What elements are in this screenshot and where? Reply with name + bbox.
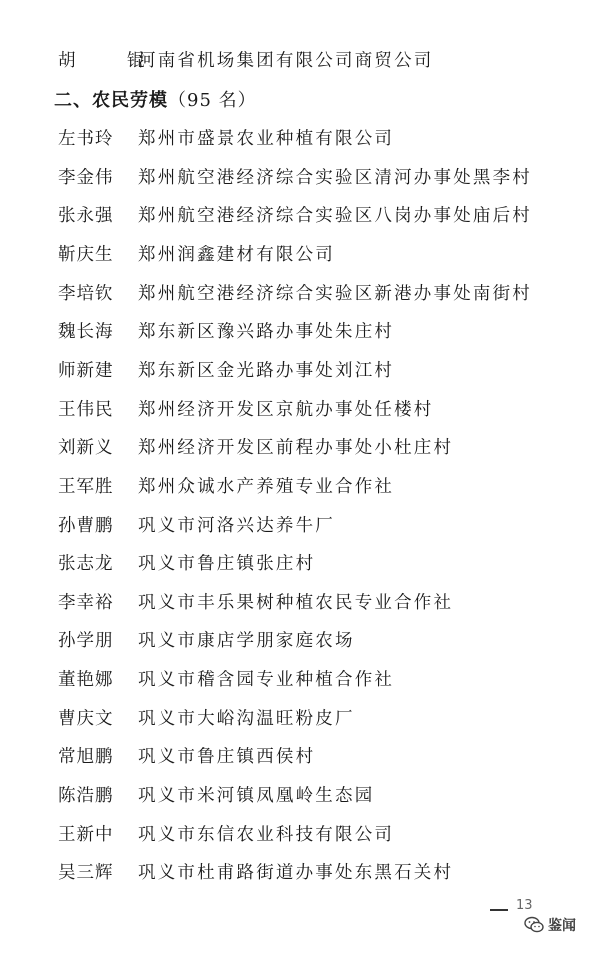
list-entry: [58, 626, 355, 656]
person-name: 张志龙: [58, 554, 114, 574]
list-entry: [58, 317, 394, 347]
organization-name: 郑州航空港经济综合实验区新港办事处南街村: [138, 284, 532, 304]
person-name: 左书玲: [58, 129, 114, 149]
organization-name: 河南省机场集团有限公司商贸公司: [138, 51, 434, 71]
list-entry: [58, 820, 394, 850]
organization-name: 巩义市丰乐果树种植农民专业合作社: [138, 593, 454, 613]
organization-name: 巩义市鲁庄镇西侯村: [138, 747, 316, 767]
organization-name: 郑东新区豫兴路办事处朱庄村: [138, 322, 395, 342]
list-entry: [58, 395, 434, 425]
person-name: 刘新义: [58, 438, 114, 458]
person-name: 胡 锟: [58, 51, 162, 71]
footer-dash: [490, 909, 508, 911]
person-name: 常旭鹏: [58, 747, 114, 767]
person-name: 王新中: [58, 825, 114, 845]
organization-name: 巩义市杜甫路街道办事处东黑石关村: [138, 863, 454, 883]
person-name: 陈浩鹏: [58, 786, 114, 806]
organization-name: 郑州润鑫建材有限公司: [138, 245, 335, 265]
section-count: （95 名）: [168, 90, 257, 111]
list-entry: [58, 201, 532, 231]
organization-name: 郑州航空港经济综合实验区清河办事处黑李村: [138, 168, 532, 188]
person-name: 王军胜: [58, 477, 114, 497]
person-name: 孙学朋: [58, 631, 114, 651]
list-entry: [58, 279, 532, 309]
person-name: 靳庆生: [58, 245, 114, 265]
organization-name: 巩义市米河镇凤凰岭生态园: [138, 786, 375, 806]
list-entry: [58, 704, 355, 734]
watermark: [524, 912, 576, 938]
list-entry: [58, 511, 335, 541]
section-title: 二、农民劳模: [54, 90, 168, 111]
list-entry: [58, 356, 394, 386]
list-entry: [58, 665, 394, 695]
person-name: 张永强: [58, 206, 114, 226]
organization-name: 郑州众诚水产养殖专业合作社: [138, 477, 395, 497]
list-entry: [58, 124, 394, 154]
person-name: 李金伟: [58, 168, 114, 188]
organization-name: 巩义市稽含园专业种植合作社: [138, 670, 395, 690]
organization-name: 巩义市鲁庄镇张庄村: [138, 554, 316, 574]
list-entry: [58, 472, 394, 502]
organization-name: 巩义市康店学朋家庭农场: [138, 631, 355, 651]
list-entry: [58, 240, 335, 270]
list-entry: [58, 163, 532, 193]
list-entry: [58, 742, 315, 772]
list-entry-first: [58, 46, 434, 76]
list-entry: [58, 588, 453, 618]
page-number: 13: [516, 898, 533, 913]
person-name: 魏长海: [58, 322, 114, 342]
organization-name: 巩义市河洛兴达养牛厂: [138, 516, 335, 536]
list-entry: [58, 781, 374, 811]
organization-name: 郑州市盛景农业种植有限公司: [138, 129, 395, 149]
person-name: 吴三辉: [58, 863, 114, 883]
person-name: 师新建: [58, 361, 114, 381]
organization-name: 巩义市大峪沟温旺粉皮厂: [138, 709, 355, 729]
list-entry: [58, 549, 315, 579]
wechat-logo-icon: [524, 916, 544, 934]
person-name: 李幸裕: [58, 593, 114, 613]
organization-name: 郑东新区金光路办事处刘江村: [138, 361, 395, 381]
organization-name: 郑州经济开发区京航办事处任楼村: [138, 400, 434, 420]
list-entry: [58, 858, 453, 888]
person-name: 孙曹鹏: [58, 516, 114, 536]
organization-name: 巩义市东信农业科技有限公司: [138, 825, 395, 845]
person-name: 李培钦: [58, 284, 114, 304]
list-entry: [58, 433, 453, 463]
watermark-text: 鉴闻: [548, 918, 576, 934]
section-heading: [54, 86, 257, 116]
person-name: 曹庆文: [58, 709, 114, 729]
person-name: 董艳娜: [58, 670, 114, 690]
person-name: 王伟民: [58, 400, 114, 420]
organization-name: 郑州经济开发区前程办事处小杜庄村: [138, 438, 454, 458]
organization-name: 郑州航空港经济综合实验区八岗办事处庙后村: [138, 206, 532, 226]
